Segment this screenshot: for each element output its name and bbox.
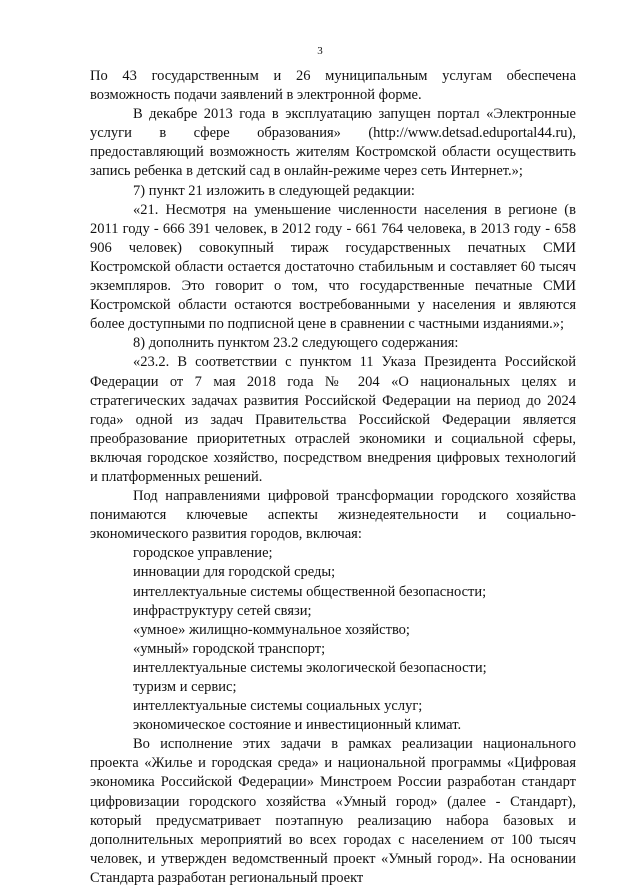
- list-item: туризм и сервис;: [133, 679, 237, 695]
- page-number: 3: [317, 45, 323, 57]
- paragraph-amendment-7: 7) пункт 21 изложить в следующей редакции:: [133, 182, 415, 199]
- paragraph-point-21: «21. Несмотря на уменьшение численности населения в регионе (в 2011 году - 666 391 человек, в 2012 году - 661 764 человека, в 2013 году - 658 906 человек) совокупный тираж государственных печатных СМИ Костромской области остается достаточно стабильным и составляет 60 тысяч экземпляров. Это говорит о том, что государственные печатные СМИ Костромской области остаются востребованными у населения и являются более доступными по подписной цене в сравнении с частными изданиями.»;: [90, 201, 576, 333]
- list-item: интеллектуальные системы социальных услуг;: [133, 698, 423, 715]
- paragraph-amendment-8: 8) дополнить пунктом 23.2 следующего содержания:: [133, 335, 459, 352]
- paragraph-portal-launch: В декабре 2013 года в эксплуатацию запущен портал «Электронные услуги в сфере образования» (http://www.detsad.eduportal44.ru), предоставляющий возможность жителям Костромской области осуществить запись ребенка в детский сад в онлайн-режиме через сеть Интернет.»;: [90, 106, 576, 180]
- list-item: интеллектуальные системы экологической безопасности;: [133, 659, 487, 676]
- paragraph-point-23-2: «23.2. В соответствии с пунктом 11 Указа Президента Российской Федерации от 7 мая 2018 года № 204 «О национальных целях и стратегических задачах развития Российской Федерации на период до 2024 года» одной из задач Правительства Российской Федерации является преобразование приоритетных отраслей экономики и социальной сферы, включая городское хозяйство, посредством внедрения цифровых технологий и платформенных решений.: [90, 354, 576, 485]
- list-item: городское управление;: [133, 545, 273, 562]
- list-item: инфраструктуру сетей связи;: [133, 602, 312, 619]
- document-body: [90, 67, 576, 888]
- paragraph-smart-city-standard: Во исполнение этих задачи в рамках реализации национального проекта «Жилье и городская среда» и национальной программы «Цифровая экономика Российской Федерации» Минстроем России разработан стандарт цифровизации городского хозяйства «Умный город» (далее - Стандарт), который предусматривает поэтапную реализацию набора базовых и дополнительных мероприятий во всех городах с населением от 100 тысяч человек, и утвержден ведомственный проект «Умный город». На основании Стандарта разработан региональный проект: [90, 736, 576, 886]
- list-item: «умное» жилищно-коммунальное хозяйство;: [133, 621, 410, 638]
- paragraph-digital-directions: Под направлениями цифровой трансформации городского хозяйства понимаются ключевые аспекты жизнедеятельности и социально-экономического развития городов, включая:: [90, 488, 576, 543]
- list-item: «умный» городской транспорт;: [133, 640, 326, 657]
- list-item: инновации для городской среды;: [133, 564, 336, 581]
- list-item: экономическое состояние и инвестиционный климат.: [133, 717, 462, 734]
- list-item: интеллектуальные системы общественной безопасности;: [133, 583, 487, 600]
- paragraph-services-count: По 43 государственным и 26 муниципальным услугам обеспечена возможность подачи заявлений в электронной форме.: [90, 68, 576, 104]
